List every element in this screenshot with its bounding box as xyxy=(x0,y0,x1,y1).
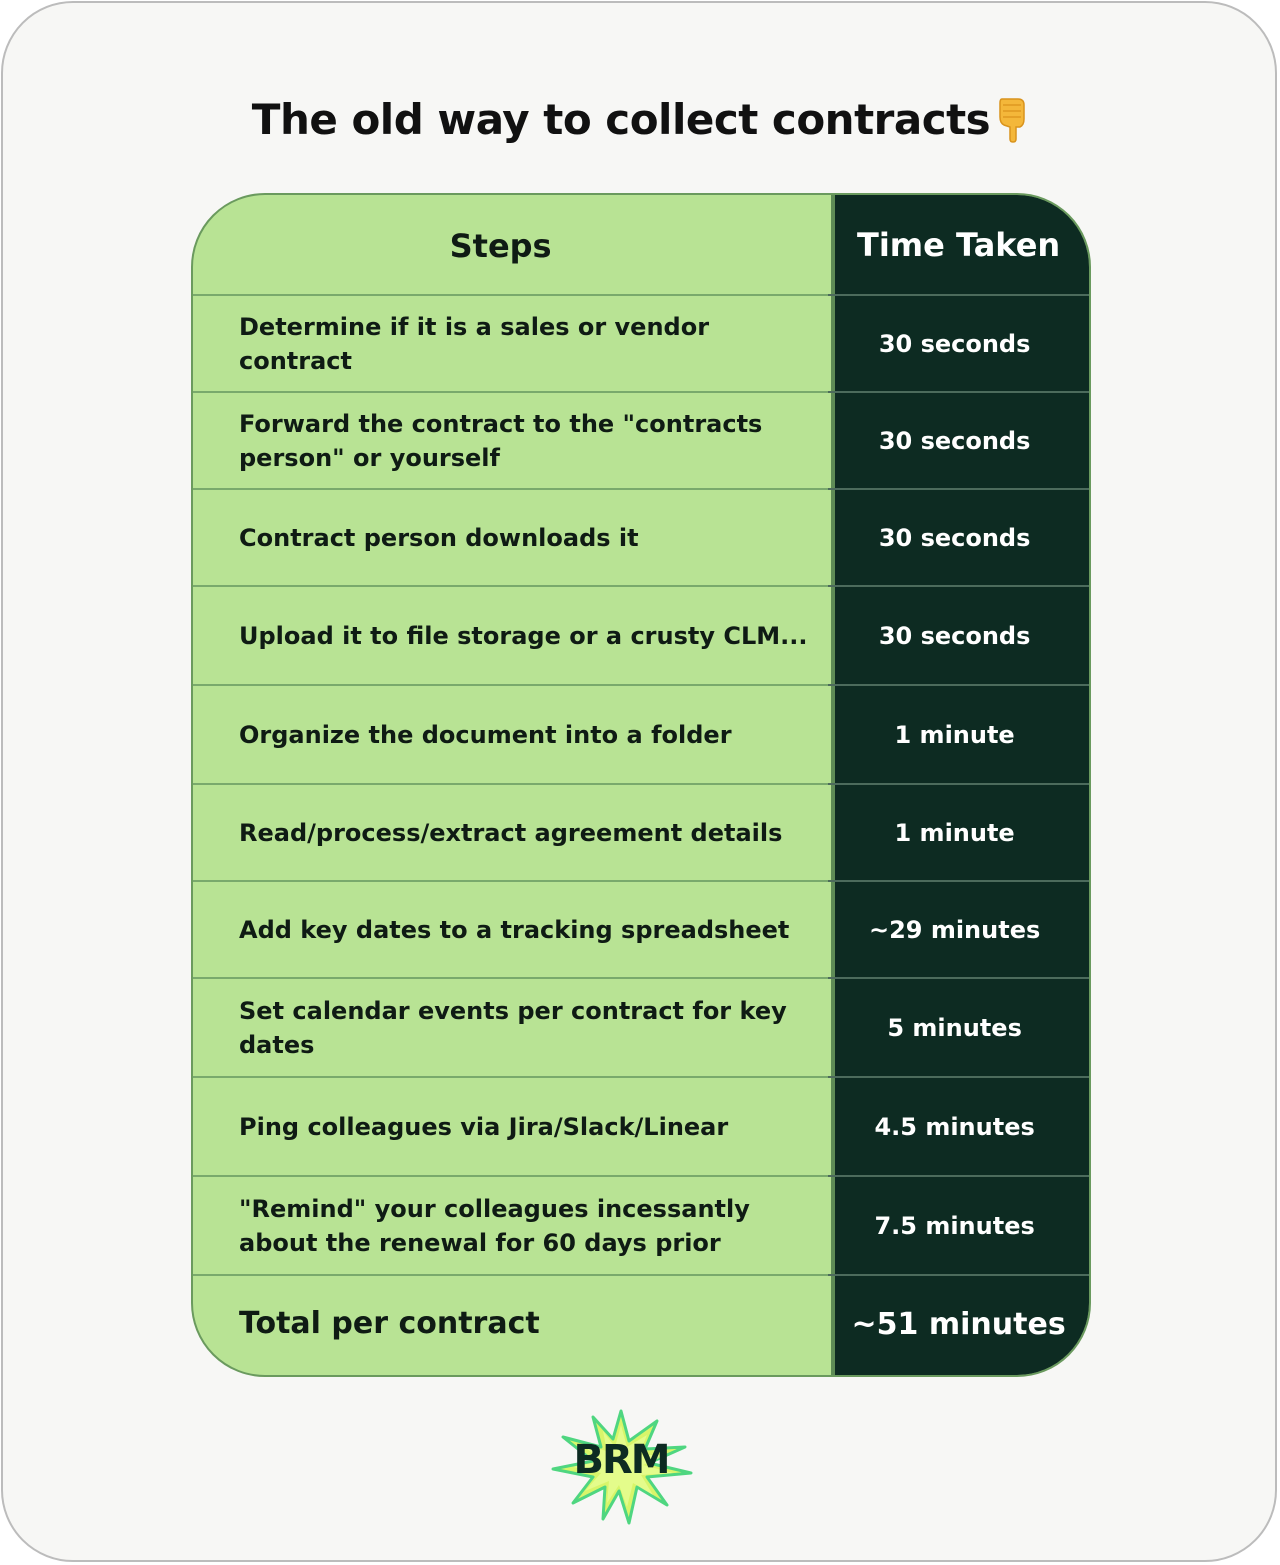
header-steps: Steps xyxy=(449,227,552,265)
table-header-row xyxy=(193,195,1089,295)
step-cell: Set calendar events per contract for key dates xyxy=(239,996,787,1059)
step-cell: Read/process/extract agreement details xyxy=(239,818,783,847)
time-cell: 1 minute xyxy=(828,784,1089,881)
step-cell: Add key dates to a tracking spreadsheet xyxy=(239,915,790,944)
table-row xyxy=(193,489,1089,586)
time-cell: 30 seconds xyxy=(828,295,1089,392)
total-time: ~51 minutes xyxy=(828,1275,1089,1373)
step-cell: Ping colleagues via Jira/Slack/Linear xyxy=(239,1112,729,1141)
step-cell: Forward the contract to the "contracts person" or yourself xyxy=(239,409,763,472)
table-row xyxy=(193,586,1089,685)
table-total-row xyxy=(193,1275,1089,1373)
table-row xyxy=(193,1077,1089,1176)
step-cell: Determine if it is a sales or vendor contract xyxy=(239,312,710,375)
table-row xyxy=(193,784,1089,881)
time-cell: 7.5 minutes xyxy=(828,1176,1089,1275)
step-cell: Upload it to file storage or a crusty CLM... xyxy=(239,621,808,650)
table-row xyxy=(193,295,1089,392)
time-cell: 30 seconds xyxy=(828,489,1089,586)
table-rows xyxy=(193,195,1089,1373)
total-label: Total per contract xyxy=(239,1306,540,1341)
time-cell: ~29 minutes xyxy=(828,881,1089,978)
time-cell: 1 minute xyxy=(828,685,1089,784)
table-row xyxy=(193,881,1089,978)
table-row xyxy=(193,1176,1089,1275)
page-title: The old way to collect contracts xyxy=(251,95,991,144)
header-time-taken: Time Taken xyxy=(857,226,1061,264)
table-row xyxy=(193,978,1089,1077)
step-cell: Contract person downloads it xyxy=(239,523,639,552)
pointing-down-hand-icon xyxy=(994,97,1030,143)
time-cell: 4.5 minutes xyxy=(828,1077,1089,1176)
time-cell: 30 seconds xyxy=(828,586,1089,685)
table-row xyxy=(193,685,1089,784)
brm-logo xyxy=(549,1407,693,1527)
time-cell: 30 seconds xyxy=(828,392,1089,489)
table-row xyxy=(193,392,1089,489)
infographic-card xyxy=(1,1,1277,1562)
title-row xyxy=(3,95,1279,144)
time-cell: 5 minutes xyxy=(828,978,1089,1077)
step-cell: "Remind" your colleagues incessantly about the renewal for 60 days prior xyxy=(239,1194,750,1257)
logo-text: BRM xyxy=(573,1437,669,1483)
step-cell: Organize the document into a folder xyxy=(239,720,732,749)
contracts-table xyxy=(191,193,1091,1377)
